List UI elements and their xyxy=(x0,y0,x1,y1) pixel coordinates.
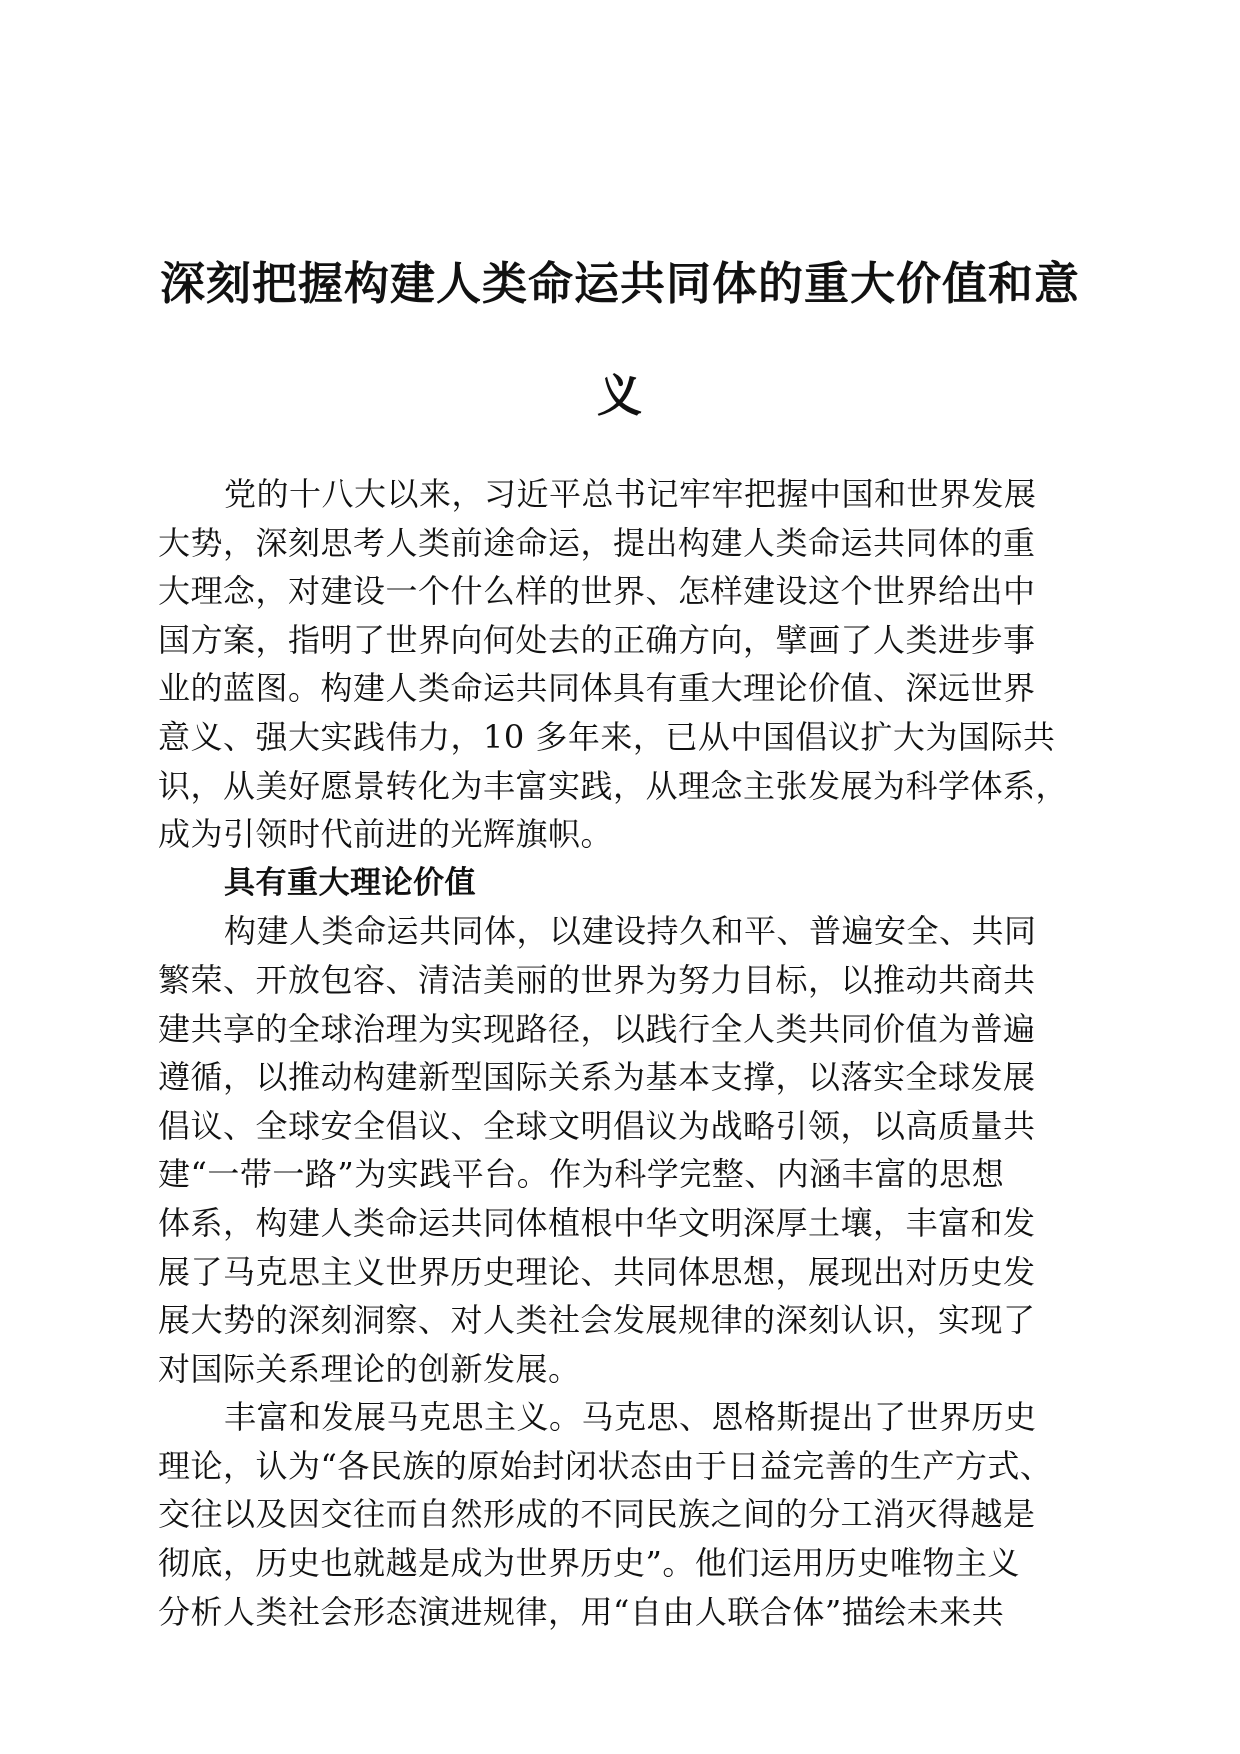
paragraph-line: 遵循，以推动构建新型国际关系为基本支撑，以落实全球发展 xyxy=(158,1058,1036,1097)
paragraph-line: 彻底，历史也就越是成为世界历史”。他们运用历史唯物主义 xyxy=(158,1544,1020,1583)
document-title xyxy=(150,228,1090,452)
paragraph-line: 体系，构建人类命运共同体植根中华文明深厚土壤，丰富和发 xyxy=(158,1203,1036,1242)
paragraph-line: 成为引领时代前进的光辉旗帜。 xyxy=(158,815,614,854)
paragraph-line: 大势，深刻思考人类前途命运，提出构建人类命运共同体的重 xyxy=(158,523,1036,562)
paragraph-intro xyxy=(158,470,1108,859)
paragraph-line: 分析人类社会形态演进规律，用“自由人联合体”描绘未来共 xyxy=(158,1592,1005,1631)
paragraph-line: 丰富和发展马克思主义。马克思、恩格斯提出了世界历史 xyxy=(224,1398,1037,1437)
paragraph-line: 业的蓝图。构建人类命运共同体具有重大理论价值、深远世界 xyxy=(158,669,1036,708)
section-heading: 具有重大理论价值 xyxy=(224,864,476,901)
paragraph-line: 理论，认为“各民族的原始封闭状态由于日益完善的生产方式、 xyxy=(158,1446,1053,1485)
paragraph-line: 展大势的深刻洞察、对人类社会发展规律的深刻认识，实现了 xyxy=(158,1301,1036,1340)
paragraph-line: 繁荣、开放包容、清洁美丽的世界为努力目标，以推动共商共 xyxy=(158,960,1036,999)
paragraph-line: 大理念，对建设一个什么样的世界、怎样建设这个世界给出中 xyxy=(158,572,1036,611)
paragraph-line: 倡议、全球安全倡议、全球文明倡议为战略引领，以高质量共 xyxy=(158,1106,1036,1145)
paragraph-line: 展了马克思主义世界历史理论、共同体思想，展现出对历史发 xyxy=(158,1252,1036,1291)
paragraph-line: 国方案，指明了世界向何处去的正确方向，擘画了人类进步事 xyxy=(158,620,1036,659)
paragraph-theory xyxy=(158,907,1108,1393)
paragraph-line: 建“一带一路”为实践平台。作为科学完整、内涵丰富的思想 xyxy=(158,1155,1005,1194)
paragraph-line: 党的十八大以来，习近平总书记牢牢把握中国和世界发展 xyxy=(224,475,1037,513)
paragraph-line: 构建人类命运共同体，以建设持久和平、普遍安全、共同 xyxy=(224,912,1037,951)
paragraph-line: 意义、强大实践伟力，10 多年来，已从中国倡议扩大为国际共 xyxy=(158,717,1056,756)
paragraph-marxism xyxy=(158,1393,1108,1636)
title-line-2: 义 xyxy=(596,369,643,422)
paragraph-line: 建共享的全球治理为实现路径，以践行全人类共同价值为普遍 xyxy=(158,1009,1036,1048)
title-line-1: 深刻把握构建人类命运共同体的重大价值和意 xyxy=(159,257,1080,310)
document-body xyxy=(158,470,1108,1636)
paragraph-line: 交往以及因交往而自然形成的不同民族之间的分工消灭得越是 xyxy=(158,1495,1036,1534)
paragraph-line: 识，从美好愿景转化为丰富实践，从理念主张发展为科学体系， xyxy=(158,766,1069,805)
paragraph-line: 对国际关系理论的创新发展。 xyxy=(158,1349,581,1388)
